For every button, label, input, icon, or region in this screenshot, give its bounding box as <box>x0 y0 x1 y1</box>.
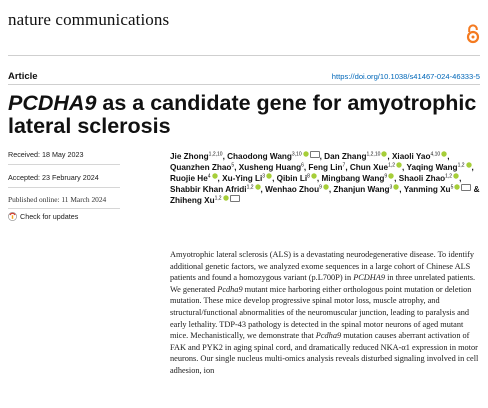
author-name-text: Xusheng Huang <box>238 163 302 172</box>
author-affiliation: 1,2 <box>388 162 396 169</box>
orcid-icon[interactable] <box>323 184 329 190</box>
open-access-lock-icon <box>466 24 480 44</box>
author-name-text: Chaodong Wang <box>227 152 292 161</box>
author-name[interactable] <box>392 152 447 161</box>
author-name[interactable] <box>170 163 234 172</box>
published-date: Published online: 11 March 2024 <box>8 195 107 204</box>
author-name-text: Chun Xue <box>349 163 389 172</box>
email-icon[interactable] <box>461 184 471 191</box>
author-affiliation: 1,2 <box>457 162 465 169</box>
author-name-text: Mingbang Wang <box>321 174 385 183</box>
author-name[interactable] <box>324 152 387 161</box>
author-affiliation: 1,2 <box>246 184 254 191</box>
author-name[interactable] <box>406 163 471 172</box>
orcid-icon[interactable] <box>441 151 447 157</box>
author-affiliation: 3,10 <box>291 151 302 158</box>
author-affiliation: 4,10 <box>430 151 441 158</box>
orcid-icon[interactable] <box>453 173 459 179</box>
author-name[interactable] <box>321 174 394 183</box>
title-gene: PCDHA9 <box>8 91 97 115</box>
author-affiliation: 4 <box>207 173 211 180</box>
email-icon[interactable] <box>310 151 320 158</box>
author-name-text: Shaoli Zhao <box>398 174 446 183</box>
email-icon[interactable] <box>230 195 240 202</box>
author-name-text: Ruojie He <box>170 174 208 183</box>
meta-divider <box>8 187 120 188</box>
accepted-date: Accepted: 23 February 2024 <box>8 173 99 182</box>
orcid-icon[interactable] <box>454 184 460 190</box>
orcid-icon[interactable] <box>212 173 218 179</box>
received-date: Received: 18 May 2023 <box>8 150 84 159</box>
author-name[interactable] <box>170 196 240 205</box>
author-affiliation: 3 <box>389 184 393 191</box>
orcid-icon[interactable] <box>255 184 261 190</box>
author-name-text: Wenhao Zhou <box>265 185 320 194</box>
author-affiliation: 7 <box>342 162 346 169</box>
author-conjunction: & <box>471 185 480 194</box>
author-affiliation: 9 <box>319 184 322 191</box>
author-name[interactable] <box>170 152 223 161</box>
author-affiliation: 3 <box>262 173 266 180</box>
orcid-icon[interactable] <box>303 151 309 157</box>
abstract-gene: Pcdha9 <box>315 331 342 341</box>
author-affiliation: 1,2 <box>214 195 222 202</box>
type-divider <box>8 84 480 85</box>
abstract-gene: Pcdha9 <box>217 284 243 294</box>
title-text: as a candidate gene for amyotrophic lateral sclerosis <box>8 91 477 138</box>
orcid-icon[interactable] <box>466 162 472 168</box>
meta-divider <box>8 208 120 209</box>
author-name[interactable] <box>308 163 345 172</box>
author-name-text: Shabbir Khan Afridi <box>170 185 247 194</box>
author-list: Jie Zhong$^{1,2,10}$, Chaodong Wang$^{3,10}$ , Dan Zhang$^{1,2,10}$ , Xiaoli Yao$^{4,10}$ , Quanzhen Zhao$^5$, Xusheng Huang$^6$, Feng Lin$^7$, Chun Xue$^{1,2}$ , Yaqing Wang$^{1,2}$ , Ruojie He$^4$ , Xu-Ying Li$^3$ , Qibin Li$^8$ , Mingbang Wang$^9$ , Shaoli Zhao$^{1,2}$ , Shabbir Khan Afridi$^{1,2}$ , Wenhao Zhou$^9$ , Zhanjun Wang$^3$ , Yanming Xu$^5$ & Zhiheng Xu$^{1,2}$ <box>170 151 480 205</box>
author-name-text: Zhanjun Wang <box>333 185 390 194</box>
author-affiliation: 1,2,10 <box>208 151 223 158</box>
author-name[interactable] <box>170 174 218 183</box>
author-affiliation: 5 <box>231 162 235 169</box>
author-name-text: Qibin Li <box>276 174 308 183</box>
author-affiliation: 8 <box>307 173 310 180</box>
author-name[interactable] <box>227 152 319 161</box>
header-divider <box>8 55 480 56</box>
abstract-gene: PCDHA9 <box>353 273 386 283</box>
author-name-text: Zhiheng Xu <box>170 196 215 205</box>
author-name[interactable] <box>404 185 472 194</box>
orcid-icon[interactable] <box>223 195 229 201</box>
abstract <box>170 249 482 377</box>
author-name[interactable] <box>350 163 402 172</box>
author-name[interactable] <box>333 185 399 194</box>
author-name-text: Jie Zhong <box>170 152 209 161</box>
author-name-text: Dan Zhang <box>324 152 367 161</box>
orcid-icon[interactable] <box>396 162 402 168</box>
author-affiliation: 6 <box>301 162 304 169</box>
article-type: Article <box>8 71 38 82</box>
author-name-text: Yanming Xu <box>403 185 451 194</box>
author-affiliation: 5 <box>450 184 454 191</box>
doi-link[interactable]: https://doi.org/10.1038/s41467-024-46333-5 <box>331 72 480 81</box>
orcid-icon[interactable] <box>266 173 272 179</box>
author-name-text: Xiaoli Yao <box>391 152 431 161</box>
author-name[interactable] <box>170 185 261 194</box>
author-affiliation: 9 <box>384 173 388 180</box>
author-affiliation: 1,2 <box>445 173 453 180</box>
author-name-text: Yaqing Wang <box>406 163 458 172</box>
orcid-icon[interactable] <box>381 151 387 157</box>
check-for-updates-label: Check for updates <box>20 212 79 221</box>
orcid-icon[interactable] <box>393 184 399 190</box>
journal-brand[interactable]: nature communications <box>8 10 170 29</box>
author-name[interactable] <box>222 174 272 183</box>
check-for-updates-icon <box>8 212 17 221</box>
meta-divider <box>8 164 120 165</box>
author-name[interactable] <box>399 174 459 183</box>
abstract-text: Amyotrophic lateral sclerosis (ALS) is a devastating neurodegenerative disease. To identify additional genetic factors, we analyzed exome sequences in a large cohort of Chinese ALS patients and found a homozygous variant (p.L700P) in <box>170 250 475 283</box>
abstract-text: mutant mice harboring either orthologous point mutation or deletion mutation. These mice develop progressive spinal motor loss, muscle atrophy, and structural/functional abnormalities of the neuromuscular junction, leading to paralysis and early lethality. TDP-43 pathology is detected in the spinal motor neurons of aged mutant mice. Mechanistically, we demonstrate that <box>170 284 472 341</box>
author-name-text: Quanzhen Zhao <box>170 163 232 172</box>
orcid-icon[interactable] <box>388 173 394 179</box>
author-name[interactable] <box>277 174 317 183</box>
abstract-text: mutation causes aberrant activation of FAK and PYK2 in aging spinal cord, and dramatically reduced NKA-α1 expression in motor neurons. Our single nucleus multi-omics analysis reveals disturbed signaling involved in cell adhesion, ion <box>170 331 479 375</box>
author-name[interactable] <box>265 185 329 194</box>
article-title <box>8 92 478 138</box>
author-name[interactable] <box>239 163 304 172</box>
author-name-text: Feng Lin <box>308 163 343 172</box>
author-name-text: Xu-Ying Li <box>222 174 263 183</box>
abstract-text: in three unrelated patients. We generated <box>170 273 476 294</box>
orcid-icon[interactable] <box>311 173 317 179</box>
check-for-updates-button[interactable] <box>8 212 78 221</box>
author-affiliation: 1,2,10 <box>366 151 381 158</box>
